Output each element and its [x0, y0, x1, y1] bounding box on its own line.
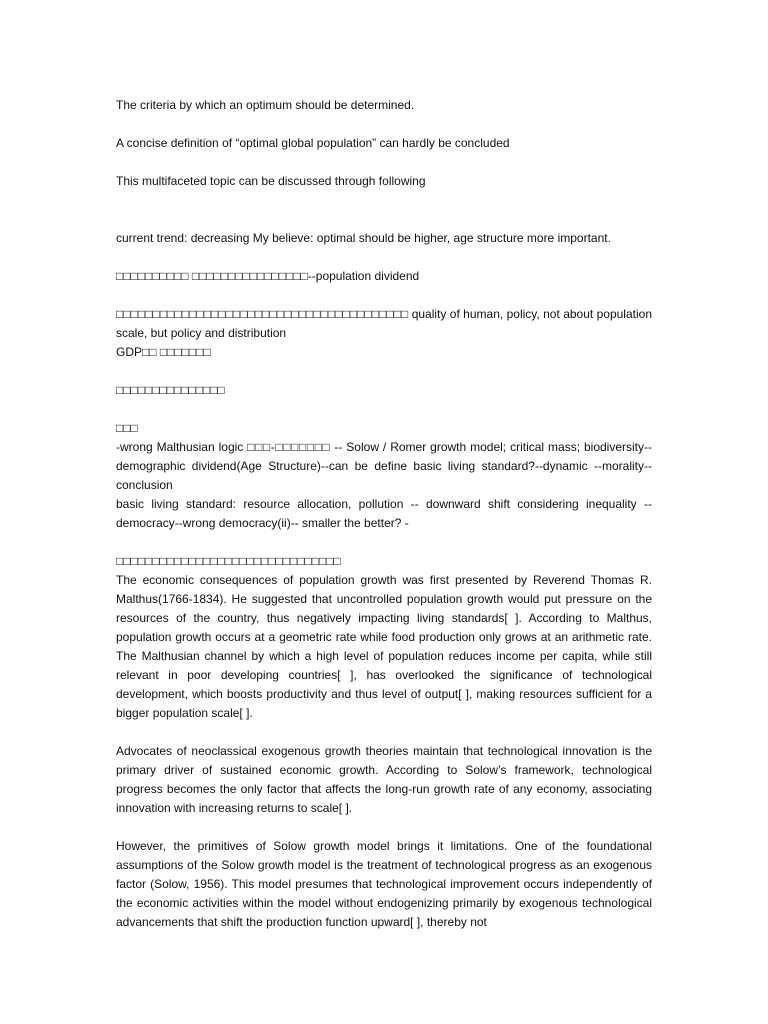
document-body — [116, 96, 652, 932]
solow-paragraph: Advocates of neoclassical exogenous growth theories maintain that technological innovation is the primary driver of sustained economic growth. According to Solow’s framework, technological progress becomes the only factor that affects the long-run growth rate of any economy, associating innovation with increasing returns to scale[ ]. — [116, 744, 652, 815]
gdp-line: GDP□□ □□□□□□□ — [116, 345, 211, 359]
living-standard-line: basic living standard: resource allocation, pollution -- downward shift considering inequality -- democracy--wrong democracy(ii)-- smaller the better? - — [116, 497, 652, 530]
solow-limitations-paragraph: However, the primitives of Solow growth model brings it limitations. One of the foundational assumptions of the Solow growth model is the treatment of technological progress as an exogenous factor (Solow, 1956). This model presumes that technological improvement occurs independently of the economic activities within the model without endogenizing primarily by exogenous technological advancements that shift the production function upward[ ], thereby not — [116, 839, 652, 929]
outline-heading: □□□ — [116, 421, 138, 435]
placeholder-heading-line: □□□□□□□□□□□□□□□ — [116, 383, 225, 397]
topic-line: This multifaceted topic can be discussed through following — [116, 174, 426, 188]
criteria-line: The criteria by which an optimum should be determined. — [116, 98, 415, 112]
malthus-paragraph: The economic consequences of population growth was first presented by Reverend Thomas R. Malthus(1766-1834). He suggested that uncontrolled population growth would put pressure on the resources of the country, thus negatively impacting living standards[ ]. According to Malthus, population growth occurs at a geometric rate while food production only grows at an arithmetic rate. The Malthusian channel by which a high level of population reduces income per capita, while still relevant in poor developing countries[ ], has overlooked the significance of technological development, which boosts productivity and thus level of output[ ], making resources sufficient for a bigger population scale[ ]. — [116, 573, 652, 720]
outline-line: -wrong Malthusian logic □□□-□□□□□□□ -- Solow / Romer growth model; critical mass; biodiversity--demographic dividend(Age Structure)--can be define basic living standard?--dynamic --morality--conclusion — [116, 440, 652, 492]
current-trend-line: current trend: decreasing My believe: optimal should be higher, age structure more important. — [116, 231, 611, 245]
population-dividend-line: □□□□□□□□□□ □□□□□□□□□□□□□□□□--population dividend — [116, 269, 420, 283]
section-heading: □□□□□□□□□□□□□□□□□□□□□□□□□□□□□□□ — [116, 554, 341, 568]
quality-of-human-line: □□□□□□□□□□□□□□□□□□□□□□□□□□□□□□□□□□□□□□□□ quality of human, policy, not about population scale, but policy and distribution — [116, 307, 652, 340]
definition-line: A concise definition of “optimal global population” can hardly be concluded — [116, 136, 510, 150]
